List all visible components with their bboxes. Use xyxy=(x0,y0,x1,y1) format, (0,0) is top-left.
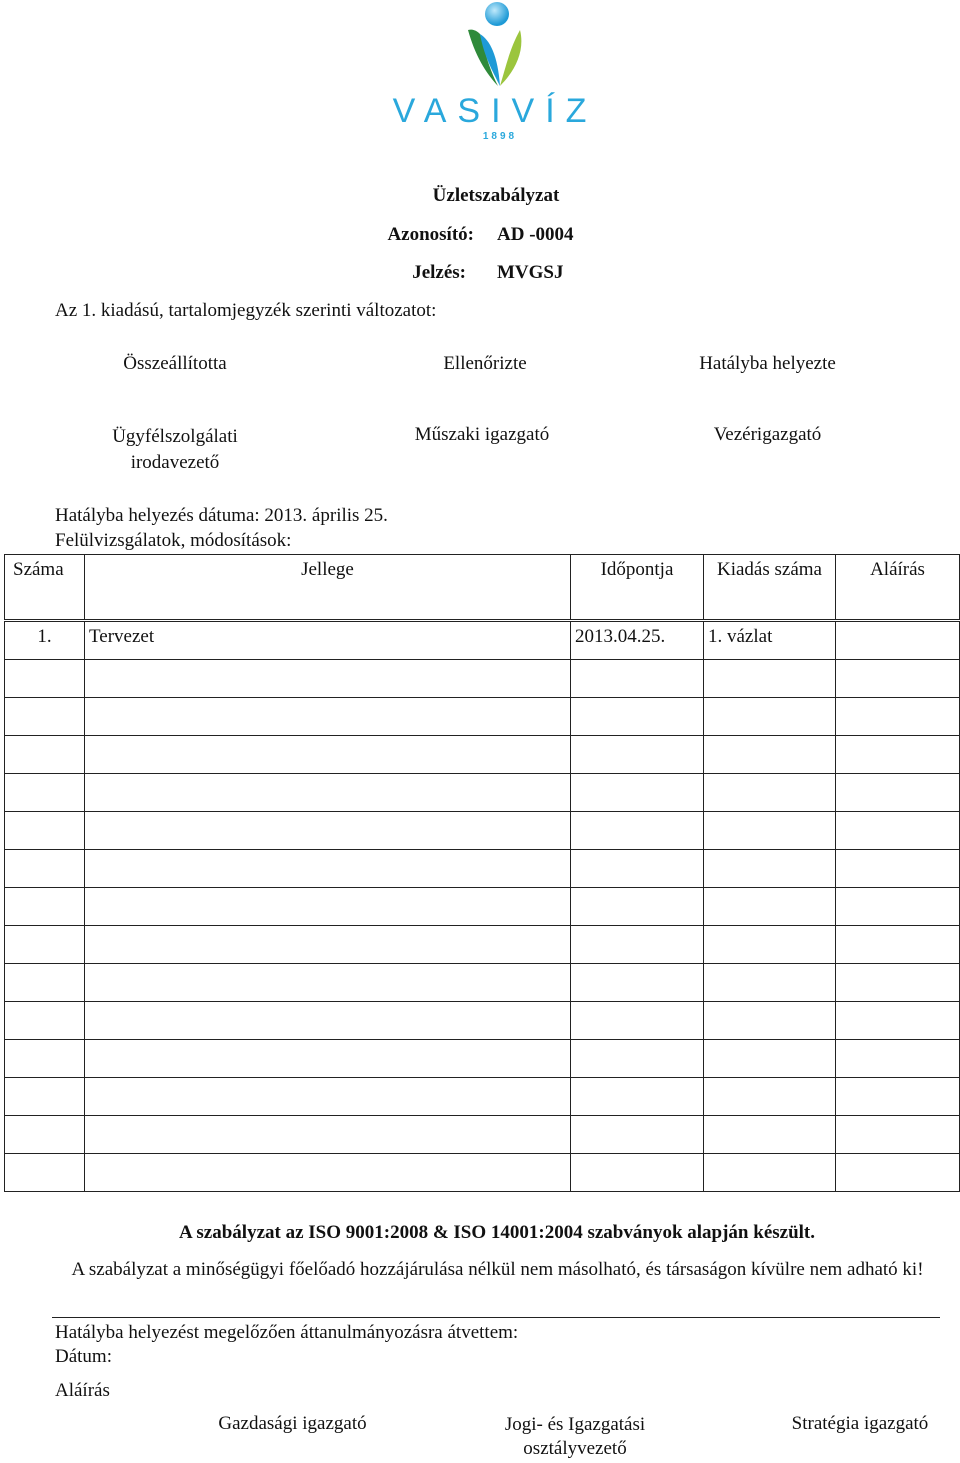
revisions-label: Felülvizsgálatok, módosítások: xyxy=(55,530,292,551)
table-cell-blank xyxy=(85,1002,571,1040)
table-cell-blank xyxy=(5,964,85,1002)
table-cell-blank xyxy=(571,1078,704,1116)
table-cell-blank xyxy=(704,850,836,888)
table-cell-blank xyxy=(85,850,571,888)
cell-signature xyxy=(836,621,960,660)
approval-heading-checked: Ellenőrizte xyxy=(443,353,527,374)
table-cell-blank xyxy=(571,888,704,926)
table-cell-blank xyxy=(85,1040,571,1078)
col-header-nature: Jellege xyxy=(85,555,571,621)
table-cell-blank xyxy=(5,660,85,698)
logo-wordmark: VASIVÍZ xyxy=(392,92,598,130)
table-cell-blank xyxy=(571,964,704,1002)
table-cell-blank xyxy=(836,698,960,736)
separator-line xyxy=(52,1317,940,1318)
table-cell-blank xyxy=(704,1116,836,1154)
table-cell-blank xyxy=(704,660,836,698)
table-cell-blank xyxy=(704,888,836,926)
table-cell-blank xyxy=(836,774,960,812)
table-cell-blank xyxy=(836,926,960,964)
table-cell-blank xyxy=(836,1116,960,1154)
table-cell-blank xyxy=(85,736,571,774)
received-text: Hatályba helyezést megelőzően áttanulmányozásra átvettem: xyxy=(55,1322,519,1343)
table-cell-blank xyxy=(5,1002,85,1040)
table-cell-blank xyxy=(571,774,704,812)
intro-text: Az 1. kiadású, tartalomjegyzék szerinti változatot: xyxy=(55,300,437,321)
table-cell-blank xyxy=(704,812,836,850)
col-header-signature: Aláírás xyxy=(836,555,960,621)
table-cell-blank xyxy=(704,1040,836,1078)
table-cell-blank xyxy=(704,736,836,774)
table-cell-blank xyxy=(836,850,960,888)
table-cell-blank xyxy=(836,736,960,774)
table-cell-blank xyxy=(571,1154,704,1192)
table-row-blank xyxy=(5,888,960,926)
table-cell-blank xyxy=(836,888,960,926)
table-cell-blank xyxy=(5,1078,85,1116)
table-cell-blank xyxy=(85,660,571,698)
logo-leaf-right xyxy=(500,30,521,86)
table-cell-blank xyxy=(836,1002,960,1040)
table-cell-blank xyxy=(5,698,85,736)
copy-note: A szabályzat a minőségügyi főelőadó hozzájárulása nélkül nem másolható, és társaságon kívülre nem adható ki! xyxy=(71,1259,924,1280)
table-row-blank xyxy=(5,1002,960,1040)
iso-note: A szabályzat az ISO 9001:2008 & ISO 14001:2004 szabványok alapján készült. xyxy=(178,1222,816,1243)
revision-table xyxy=(4,554,960,1192)
table-cell-blank xyxy=(704,774,836,812)
table-row-blank xyxy=(5,964,960,1002)
approval-heading-compiled: Összeállította xyxy=(123,353,227,374)
table-cell-blank xyxy=(5,1040,85,1078)
col-header-time: Időpontja xyxy=(571,555,704,621)
table-cell-blank xyxy=(5,1154,85,1192)
approval-heading-enacted: Hatályba helyezte xyxy=(699,353,836,374)
signer-finance: Gazdasági igazgató xyxy=(218,1413,367,1434)
table-cell-blank xyxy=(85,774,571,812)
table-cell-blank xyxy=(85,888,571,926)
signer-legal: Jogi- és Igazgatási osztályvezető xyxy=(504,1414,646,1459)
table-cell-blank xyxy=(85,1078,571,1116)
table-cell-blank xyxy=(571,850,704,888)
table-cell-blank xyxy=(571,660,704,698)
table-row-blank xyxy=(5,926,960,964)
date-label: Dátum: xyxy=(55,1346,112,1367)
table-cell-blank xyxy=(85,1116,571,1154)
table-cell-blank xyxy=(571,926,704,964)
table-cell-blank xyxy=(85,964,571,1002)
table-cell-blank xyxy=(836,1078,960,1116)
table-cell-blank xyxy=(5,774,85,812)
table-row-blank xyxy=(5,736,960,774)
table-cell-blank xyxy=(836,1154,960,1192)
mark-label: Jelzés: xyxy=(412,262,466,283)
cell-time: 2013.04.25. xyxy=(571,621,704,660)
table-cell-blank xyxy=(704,964,836,1002)
table-row-blank xyxy=(5,1116,960,1154)
signature-label: Aláírás xyxy=(55,1380,110,1401)
table-cell-blank xyxy=(85,698,571,736)
table-cell-blank xyxy=(5,1116,85,1154)
table-cell-blank xyxy=(836,812,960,850)
table-cell-blank xyxy=(836,660,960,698)
table-row-blank xyxy=(5,1040,960,1078)
signer-strategy: Stratégia igazgató xyxy=(791,1413,929,1434)
approval-role-compiled: Ügyfélszolgálati irodavezető xyxy=(112,426,238,473)
table-cell-blank xyxy=(85,812,571,850)
table-row-blank xyxy=(5,774,960,812)
id-label: Azonosító: xyxy=(387,224,474,245)
table-cell-blank xyxy=(704,1078,836,1116)
table-row-blank xyxy=(5,1154,960,1192)
table-row-blank xyxy=(5,850,960,888)
table-cell-blank xyxy=(571,812,704,850)
revision-header-row xyxy=(5,555,960,621)
id-value: AD -0004 xyxy=(497,224,574,245)
logo-year: 1898 xyxy=(482,131,518,142)
table-row-blank xyxy=(5,812,960,850)
table-row xyxy=(5,621,960,660)
table-cell-blank xyxy=(571,1002,704,1040)
table-cell-blank xyxy=(85,1154,571,1192)
table-cell-blank xyxy=(836,1040,960,1078)
col-header-edition: Kiadás száma xyxy=(704,555,836,621)
table-cell-blank xyxy=(704,1154,836,1192)
table-cell-blank xyxy=(571,698,704,736)
table-row-blank xyxy=(5,660,960,698)
table-cell-blank xyxy=(571,1040,704,1078)
table-cell-blank xyxy=(85,926,571,964)
cell-number: 1. xyxy=(5,621,85,660)
col-header-number: Száma xyxy=(5,555,85,621)
table-cell-blank xyxy=(5,812,85,850)
table-row-blank xyxy=(5,698,960,736)
table-cell-blank xyxy=(5,926,85,964)
table-cell-blank xyxy=(704,698,836,736)
table-cell-blank xyxy=(836,964,960,1002)
document-title: Üzletszabályzat xyxy=(432,185,560,206)
table-cell-blank xyxy=(571,736,704,774)
approval-role-enacted: Vezérigazgató xyxy=(713,424,822,445)
table-cell-blank xyxy=(5,850,85,888)
table-cell-blank xyxy=(5,736,85,774)
approval-role-checked: Műszaki igazgató xyxy=(414,424,550,445)
table-cell-blank xyxy=(704,926,836,964)
logo-drop xyxy=(485,2,509,26)
effective-date: Hatályba helyezés dátuma: 2013. április 25. xyxy=(55,505,388,526)
table-row-blank xyxy=(5,1078,960,1116)
cell-nature: Tervezet xyxy=(85,621,571,660)
cell-edition: 1. vázlat xyxy=(704,621,836,660)
table-cell-blank xyxy=(5,888,85,926)
mark-value: MVGSJ xyxy=(497,262,564,283)
table-cell-blank xyxy=(704,1002,836,1040)
table-cell-blank xyxy=(571,1116,704,1154)
